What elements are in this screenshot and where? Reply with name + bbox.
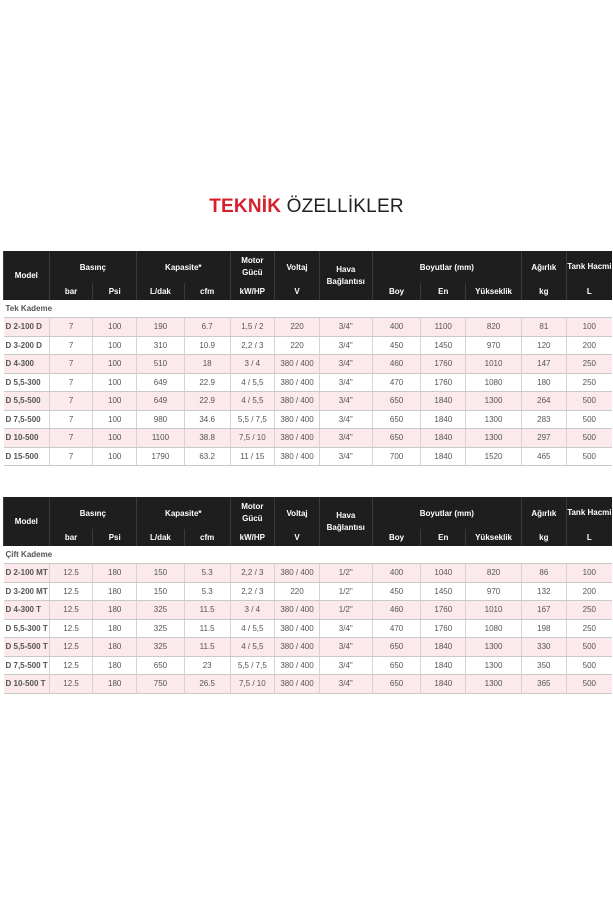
- cell-hava-baglanti: 3/4": [319, 355, 372, 374]
- table-row: [4, 675, 613, 694]
- cell-model: D 15-500: [4, 447, 50, 466]
- table-row: [4, 429, 613, 448]
- header-motor: Motor Gücü: [230, 251, 275, 283]
- header-tank: Tank Hacmi: [566, 251, 612, 283]
- cell-model: D 10-500 T: [4, 675, 50, 694]
- cell-yukseklik: 1300: [466, 392, 522, 411]
- subheader-psi: Psi: [93, 529, 137, 546]
- cell-voltaj-v: 220: [275, 318, 320, 337]
- cell-voltaj-v: 380 / 400: [275, 601, 320, 620]
- cell-hava-baglanti: 3/4": [319, 675, 372, 694]
- spec-table-two-stage: [3, 497, 612, 694]
- cell-basinc-psi: 180: [93, 656, 137, 675]
- table-row: [4, 392, 613, 411]
- subheader-boy: Boy: [372, 283, 421, 300]
- cell-tank-l: 500: [566, 429, 612, 448]
- cell-basinc-psi: 180: [93, 601, 137, 620]
- subheader-boy: Boy: [372, 529, 421, 546]
- cell-hava-baglanti: 1/2": [319, 564, 372, 583]
- cell-hava-baglanti: 3/4": [319, 619, 372, 638]
- subheader-yukseklik: Yükseklik: [466, 529, 522, 546]
- cell-hava-baglanti: 3/4": [319, 410, 372, 429]
- cell-basinc-bar: 12.5: [49, 638, 93, 657]
- cell-basinc-psi: 100: [93, 318, 137, 337]
- cell-basinc-bar: 7: [49, 429, 93, 448]
- cell-hava-baglanti: 1/2": [319, 582, 372, 601]
- cell-voltaj-v: 220: [275, 582, 320, 601]
- cell-model: D 5,5-300: [4, 373, 50, 392]
- cell-model: D 4-300: [4, 355, 50, 374]
- subheader-cfm: cfm: [184, 529, 230, 546]
- cell-voltaj-v: 380 / 400: [275, 392, 320, 411]
- header-basinc: Basınç: [49, 251, 136, 283]
- cell-boy: 400: [372, 564, 421, 583]
- cell-kapasite-cfm: 11.5: [184, 601, 230, 620]
- cell-model: D 5,5-500 T: [4, 638, 50, 657]
- cell-kapasite-ldak: 650: [137, 656, 185, 675]
- cell-yukseklik: 1520: [466, 447, 522, 466]
- cell-kapasite-cfm: 18: [184, 355, 230, 374]
- header-voltaj: Voltaj: [275, 251, 320, 283]
- page-title: [0, 196, 613, 218]
- cell-en: 1450: [421, 336, 466, 355]
- cell-kapasite-cfm: 10.9: [184, 336, 230, 355]
- cell-tank-l: 250: [566, 619, 612, 638]
- cell-kapasite-ldak: 325: [137, 619, 185, 638]
- cell-kapasite-ldak: 750: [137, 675, 185, 694]
- cell-motor-kwhp: 3 / 4: [230, 601, 275, 620]
- cell-kapasite-cfm: 6.7: [184, 318, 230, 337]
- cell-yukseklik: 1010: [466, 601, 522, 620]
- cell-basinc-psi: 100: [93, 392, 137, 411]
- cell-voltaj-v: 380 / 400: [275, 447, 320, 466]
- cell-hava-baglanti: 3/4": [319, 656, 372, 675]
- section-label: Tek Kademe: [4, 300, 613, 318]
- cell-voltaj-v: 380 / 400: [275, 355, 320, 374]
- cell-boy: 650: [372, 392, 421, 411]
- cell-basinc-psi: 100: [93, 410, 137, 429]
- cell-voltaj-v: 380 / 400: [275, 675, 320, 694]
- cell-voltaj-v: 380 / 400: [275, 373, 320, 392]
- cell-model: D 3-200 D: [4, 336, 50, 355]
- cell-basinc-bar: 7: [49, 355, 93, 374]
- subheader-ldak: L/dak: [137, 529, 185, 546]
- cell-yukseklik: 1080: [466, 373, 522, 392]
- cell-basinc-bar: 7: [49, 447, 93, 466]
- cell-motor-kwhp: 4 / 5,5: [230, 619, 275, 638]
- header-hava: Hava Bağlantısı: [319, 251, 372, 300]
- cell-basinc-bar: 12.5: [49, 656, 93, 675]
- cell-basinc-psi: 180: [93, 619, 137, 638]
- cell-basinc-bar: 12.5: [49, 675, 93, 694]
- cell-model: D 7,5-500 T: [4, 656, 50, 675]
- cell-motor-kwhp: 7,5 / 10: [230, 429, 275, 448]
- header-voltaj: Voltaj: [275, 497, 320, 529]
- subheader-cfm: cfm: [184, 283, 230, 300]
- table-row: [4, 619, 613, 638]
- cell-kapasite-cfm: 38.8: [184, 429, 230, 448]
- cell-tank-l: 500: [566, 447, 612, 466]
- table-row: [4, 638, 613, 657]
- cell-tank-l: 250: [566, 373, 612, 392]
- header-kapasite: Kapasite*: [137, 497, 230, 529]
- cell-tank-l: 250: [566, 601, 612, 620]
- subheader-bar: bar: [49, 529, 93, 546]
- subheader-kwhp: kW/HP: [230, 529, 275, 546]
- table-row: [4, 336, 613, 355]
- cell-basinc-bar: 12.5: [49, 601, 93, 620]
- spec-table-single-stage: [3, 251, 612, 466]
- header-boyutlar: Boyutlar (mm): [372, 497, 521, 529]
- cell-model: D 7,5-500: [4, 410, 50, 429]
- cell-agirlik-kg: 180: [522, 373, 567, 392]
- cell-voltaj-v: 380 / 400: [275, 619, 320, 638]
- header-kapasite: Kapasite*: [137, 251, 230, 283]
- cell-kapasite-ldak: 649: [137, 392, 185, 411]
- subheader-bar: bar: [49, 283, 93, 300]
- cell-en: 1760: [421, 355, 466, 374]
- cell-agirlik-kg: 465: [522, 447, 567, 466]
- cell-motor-kwhp: 2,2 / 3: [230, 564, 275, 583]
- cell-en: 1760: [421, 619, 466, 638]
- cell-yukseklik: 1300: [466, 675, 522, 694]
- cell-agirlik-kg: 132: [522, 582, 567, 601]
- table-row: [4, 318, 613, 337]
- cell-yukseklik: 1010: [466, 355, 522, 374]
- cell-motor-kwhp: 2,2 / 3: [230, 582, 275, 601]
- cell-basinc-psi: 180: [93, 638, 137, 657]
- cell-model: D 10-500: [4, 429, 50, 448]
- cell-basinc-bar: 7: [49, 392, 93, 411]
- table-row: [4, 410, 613, 429]
- cell-voltaj-v: 380 / 400: [275, 564, 320, 583]
- cell-boy: 700: [372, 447, 421, 466]
- cell-hava-baglanti: 3/4": [319, 373, 372, 392]
- cell-kapasite-cfm: 63.2: [184, 447, 230, 466]
- cell-basinc-bar: 7: [49, 336, 93, 355]
- cell-boy: 450: [372, 582, 421, 601]
- cell-tank-l: 500: [566, 392, 612, 411]
- cell-kapasite-cfm: 23: [184, 656, 230, 675]
- cell-en: 1840: [421, 410, 466, 429]
- cell-model: D 5,5-300 T: [4, 619, 50, 638]
- cell-boy: 400: [372, 318, 421, 337]
- header-agirlik: Ağırlık: [522, 497, 567, 529]
- cell-tank-l: 100: [566, 564, 612, 583]
- cell-yukseklik: 1080: [466, 619, 522, 638]
- cell-yukseklik: 1300: [466, 638, 522, 657]
- cell-basinc-bar: 12.5: [49, 619, 93, 638]
- subheader-l: L: [566, 529, 612, 546]
- cell-kapasite-ldak: 310: [137, 336, 185, 355]
- cell-yukseklik: 1300: [466, 410, 522, 429]
- subheader-ldak: L/dak: [137, 283, 185, 300]
- cell-yukseklik: 970: [466, 336, 522, 355]
- subheader-yukseklik: Yükseklik: [466, 283, 522, 300]
- subheader-en: En: [421, 529, 466, 546]
- cell-yukseklik: 970: [466, 582, 522, 601]
- subheader-en: En: [421, 283, 466, 300]
- cell-tank-l: 500: [566, 656, 612, 675]
- cell-boy: 450: [372, 336, 421, 355]
- title-accent: TEKNİK: [209, 196, 282, 217]
- cell-hava-baglanti: 1/2": [319, 601, 372, 620]
- cell-voltaj-v: 380 / 400: [275, 656, 320, 675]
- cell-agirlik-kg: 120: [522, 336, 567, 355]
- header-motor: Motor Gücü: [230, 497, 275, 529]
- header-model: Model: [4, 251, 50, 300]
- cell-basinc-psi: 180: [93, 582, 137, 601]
- header-boyutlar: Boyutlar (mm): [372, 251, 521, 283]
- cell-yukseklik: 1300: [466, 429, 522, 448]
- header-basinc: Basınç: [49, 497, 136, 529]
- cell-boy: 650: [372, 410, 421, 429]
- cell-boy: 470: [372, 619, 421, 638]
- subheader-kwhp: kW/HP: [230, 283, 275, 300]
- cell-en: 1840: [421, 447, 466, 466]
- cell-model: D 2-100 D: [4, 318, 50, 337]
- cell-motor-kwhp: 11 / 15: [230, 447, 275, 466]
- cell-hava-baglanti: 3/4": [319, 447, 372, 466]
- cell-yukseklik: 820: [466, 318, 522, 337]
- cell-agirlik-kg: 264: [522, 392, 567, 411]
- cell-kapasite-ldak: 649: [137, 373, 185, 392]
- cell-boy: 650: [372, 638, 421, 657]
- cell-en: 1840: [421, 429, 466, 448]
- cell-kapasite-cfm: 11.5: [184, 619, 230, 638]
- table-row: [4, 564, 613, 583]
- cell-basinc-bar: 7: [49, 373, 93, 392]
- cell-yukseklik: 820: [466, 564, 522, 583]
- cell-voltaj-v: 380 / 400: [275, 429, 320, 448]
- cell-motor-kwhp: 2,2 / 3: [230, 336, 275, 355]
- cell-hava-baglanti: 3/4": [319, 318, 372, 337]
- header-tank: Tank Hacmi: [566, 497, 612, 529]
- cell-kapasite-cfm: 22.9: [184, 373, 230, 392]
- cell-agirlik-kg: 365: [522, 675, 567, 694]
- table-row: [4, 601, 613, 620]
- subheader-l: L: [566, 283, 612, 300]
- subheader-kg: kg: [522, 529, 567, 546]
- table-row: [4, 656, 613, 675]
- cell-agirlik-kg: 350: [522, 656, 567, 675]
- cell-boy: 650: [372, 675, 421, 694]
- cell-tank-l: 500: [566, 638, 612, 657]
- cell-kapasite-cfm: 11.5: [184, 638, 230, 657]
- section-label: Çift Kademe: [4, 546, 613, 564]
- cell-agirlik-kg: 147: [522, 355, 567, 374]
- cell-model: D 2-100 MT: [4, 564, 50, 583]
- cell-kapasite-cfm: 22.9: [184, 392, 230, 411]
- cell-basinc-psi: 100: [93, 373, 137, 392]
- cell-agirlik-kg: 198: [522, 619, 567, 638]
- header-model: Model: [4, 497, 50, 546]
- subheader-kg: kg: [522, 283, 567, 300]
- cell-boy: 650: [372, 656, 421, 675]
- cell-en: 1760: [421, 601, 466, 620]
- cell-basinc-bar: 12.5: [49, 564, 93, 583]
- cell-en: 1450: [421, 582, 466, 601]
- cell-hava-baglanti: 3/4": [319, 638, 372, 657]
- subheader-psi: Psi: [93, 283, 137, 300]
- cell-model: D 4-300 T: [4, 601, 50, 620]
- cell-kapasite-ldak: 510: [137, 355, 185, 374]
- cell-basinc-psi: 100: [93, 355, 137, 374]
- cell-tank-l: 200: [566, 336, 612, 355]
- table-row: [4, 582, 613, 601]
- cell-hava-baglanti: 3/4": [319, 392, 372, 411]
- cell-agirlik-kg: 167: [522, 601, 567, 620]
- cell-kapasite-ldak: 980: [137, 410, 185, 429]
- cell-kapasite-cfm: 5.3: [184, 582, 230, 601]
- cell-basinc-psi: 100: [93, 429, 137, 448]
- table-row: [4, 355, 613, 374]
- cell-en: 1840: [421, 656, 466, 675]
- cell-tank-l: 100: [566, 318, 612, 337]
- cell-en: 1760: [421, 373, 466, 392]
- cell-hava-baglanti: 3/4": [319, 336, 372, 355]
- cell-basinc-psi: 180: [93, 675, 137, 694]
- cell-en: 1840: [421, 392, 466, 411]
- cell-tank-l: 500: [566, 410, 612, 429]
- cell-kapasite-ldak: 1790: [137, 447, 185, 466]
- cell-voltaj-v: 380 / 400: [275, 638, 320, 657]
- cell-boy: 460: [372, 355, 421, 374]
- cell-motor-kwhp: 5,5 / 7,5: [230, 656, 275, 675]
- subheader-v: V: [275, 283, 320, 300]
- cell-agirlik-kg: 81: [522, 318, 567, 337]
- cell-boy: 650: [372, 429, 421, 448]
- cell-kapasite-cfm: 26.5: [184, 675, 230, 694]
- cell-kapasite-ldak: 1100: [137, 429, 185, 448]
- table-row: [4, 447, 613, 466]
- header-agirlik: Ağırlık: [522, 251, 567, 283]
- cell-agirlik-kg: 86: [522, 564, 567, 583]
- cell-motor-kwhp: 3 / 4: [230, 355, 275, 374]
- cell-boy: 470: [372, 373, 421, 392]
- cell-kapasite-ldak: 325: [137, 638, 185, 657]
- cell-basinc-bar: 7: [49, 318, 93, 337]
- cell-tank-l: 500: [566, 675, 612, 694]
- cell-hava-baglanti: 3/4": [319, 429, 372, 448]
- cell-voltaj-v: 220: [275, 336, 320, 355]
- cell-kapasite-ldak: 325: [137, 601, 185, 620]
- cell-motor-kwhp: 5,5 / 7,5: [230, 410, 275, 429]
- cell-agirlik-kg: 283: [522, 410, 567, 429]
- cell-boy: 460: [372, 601, 421, 620]
- header-hava: Hava Bağlantısı: [319, 497, 372, 546]
- cell-en: 1840: [421, 675, 466, 694]
- cell-motor-kwhp: 4 / 5,5: [230, 373, 275, 392]
- cell-agirlik-kg: 330: [522, 638, 567, 657]
- title-main: ÖZELLİKLER: [286, 196, 404, 217]
- cell-basinc-psi: 100: [93, 447, 137, 466]
- cell-basinc-bar: 7: [49, 410, 93, 429]
- cell-kapasite-ldak: 190: [137, 318, 185, 337]
- cell-model: D 5,5-500: [4, 392, 50, 411]
- subheader-v: V: [275, 529, 320, 546]
- cell-basinc-bar: 12.5: [49, 582, 93, 601]
- cell-agirlik-kg: 297: [522, 429, 567, 448]
- cell-kapasite-cfm: 5.3: [184, 564, 230, 583]
- cell-kapasite-ldak: 150: [137, 582, 185, 601]
- cell-voltaj-v: 380 / 400: [275, 410, 320, 429]
- cell-motor-kwhp: 7,5 / 10: [230, 675, 275, 694]
- cell-tank-l: 200: [566, 582, 612, 601]
- cell-yukseklik: 1300: [466, 656, 522, 675]
- cell-en: 1840: [421, 638, 466, 657]
- cell-basinc-psi: 180: [93, 564, 137, 583]
- cell-model: D 3-200 MT: [4, 582, 50, 601]
- cell-motor-kwhp: 4 / 5,5: [230, 392, 275, 411]
- cell-tank-l: 250: [566, 355, 612, 374]
- cell-kapasite-cfm: 34.6: [184, 410, 230, 429]
- cell-en: 1100: [421, 318, 466, 337]
- cell-en: 1040: [421, 564, 466, 583]
- cell-motor-kwhp: 4 / 5,5: [230, 638, 275, 657]
- cell-kapasite-ldak: 150: [137, 564, 185, 583]
- table-row: [4, 373, 613, 392]
- cell-motor-kwhp: 1,5 / 2: [230, 318, 275, 337]
- cell-basinc-psi: 100: [93, 336, 137, 355]
